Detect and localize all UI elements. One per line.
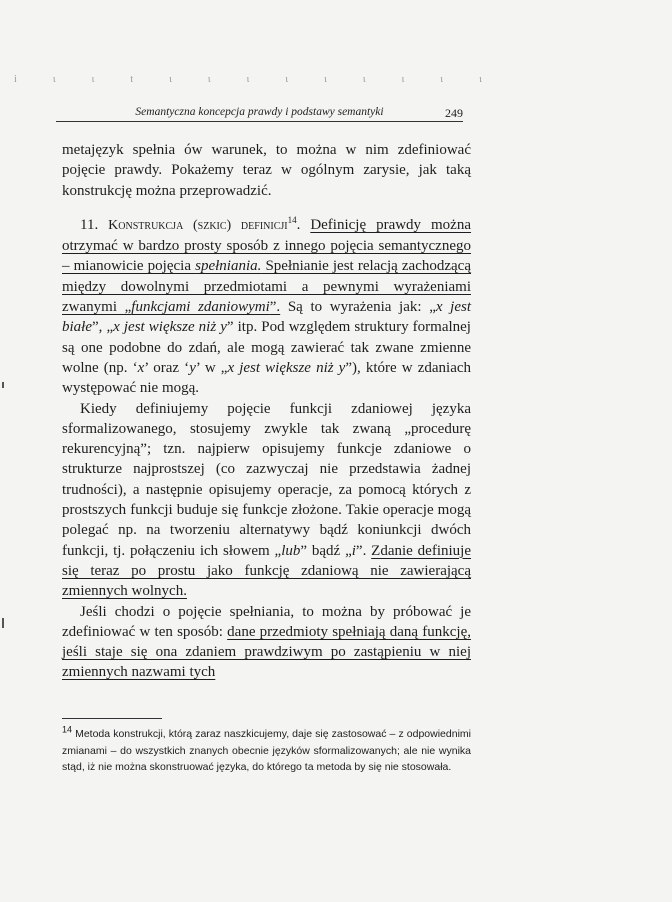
example-expression: x jest białe — [62, 299, 471, 336]
paragraph-4 — [62, 602, 471, 683]
footnote — [62, 726, 471, 776]
text-run: ’ w „ — [195, 359, 228, 376]
margin-mark — [2, 618, 4, 628]
text-run: ”. — [269, 299, 281, 316]
paragraph-2 — [62, 215, 471, 399]
text-run: ”), które w zdaniach występować nie mogą. — [62, 359, 472, 397]
bleed-glyph: ι — [52, 73, 58, 85]
italic-term: i — [351, 542, 356, 559]
text-run: Definicję prawdy można otrzymać w bardzo prosty sposób z innego pojęcia semantycznego – mianowicie pojęcia — [62, 216, 472, 275]
bleed-glyph: ι — [479, 73, 484, 85]
bleed-glyph: ι — [324, 73, 329, 85]
bleed-glyph: ι — [246, 73, 252, 85]
body-text — [62, 140, 471, 683]
example-expression: x jest większe niż y — [227, 359, 346, 376]
text-run: ”. — [355, 542, 372, 559]
footnote-text: Metoda konstrukcji, którą zaraz naszkicujemy, daje się zastosować – z odpowiednimi zmianami – do wszystkich znanych obecnie języków sformalizowanych; ale nie wynika stąd, iż nie można skonstruować języka, do którego ta metoda by się nie stosowała. — [62, 728, 471, 773]
text-run: ’ oraz ‘ — [144, 359, 190, 376]
footnote-rule — [62, 718, 162, 719]
section-number: 11. — [80, 216, 99, 233]
bleed-glyph: ι — [362, 73, 368, 85]
text-run: Jeśli chodzi o pojęcie spełniania, to można by próbować je zdefiniować w ten sposób: — [62, 603, 471, 640]
text-run: Są to wyrażenia jak: „ — [280, 299, 436, 316]
section-title: Konstrukcja (szkic) definicji — [108, 217, 288, 233]
margin-mark — [2, 382, 4, 388]
text-run: ” bądź „ — [300, 542, 352, 559]
bleed-glyph: ι — [169, 73, 174, 85]
example-expression: x jest większe niż y — [113, 319, 227, 336]
text-run: . — [296, 216, 311, 233]
text-run: ” itp. Pod względem struktury formalnej są one podobne do zdań, ale mogą zawierać tak zwane zmienne wolne (np. ‘ — [62, 319, 471, 376]
bleed-glyph: ι — [440, 73, 446, 85]
italic-term: lub — [281, 542, 301, 559]
variable: x — [137, 359, 145, 376]
underlined-passage: Zdanie definiuje się teraz po prostu jako funkcję zdaniową nie zawierającą zmiennych wolnych. — [62, 542, 471, 600]
paragraph-3 — [62, 399, 471, 602]
bleed-glyph: ι — [207, 73, 213, 85]
italic-term: funkcjami zdaniowymi — [131, 299, 270, 316]
footnote-ref: 14 — [287, 214, 297, 225]
text-run: Spełnianie jest relacją zachodzącą między dowolnymi przedmiotami a pewnymi wyrażeniami zwanymi „ — [62, 258, 471, 316]
bleed-glyph: ι — [401, 73, 407, 85]
bleed-glyph: i — [14, 73, 19, 85]
running-head-title: Semantyczna koncepcja prawdy i podstawy semantyki — [135, 106, 384, 118]
bleed-glyph: ι — [285, 73, 291, 85]
page-number: 249 — [445, 106, 463, 120]
bleed-through-marks — [14, 72, 484, 86]
bleed-glyph: t — [130, 73, 136, 85]
bleed-glyph: ι — [91, 73, 97, 85]
text-run: ”, „ — [92, 319, 114, 336]
running-head — [56, 106, 463, 122]
variable: y — [189, 359, 196, 376]
italic-term: spełniania. — [195, 258, 262, 275]
paragraph-1: metajęzyk spełnia ów warunek, to można w nim zdefiniować pojęcie prawdy. Pokażemy teraz w ogólnym zarysie, jak taką konstrukcję można przeprowadzić. — [62, 142, 471, 199]
text-run: Kiedy definiujemy pojęcie funkcji zdaniowej języka sformalizowanego, stosujemy zwykle tak zwaną „procedurę rekurencyjną”; tzn. najpierw opisujemy funkcje zdaniowe o strukturze najprostszej (co zazwyczaj nie przedstawia żadnej trudności), a następnie opisujemy operacje, za pomocą których z prostszych funkcji buduje się funkcje złożone. Takie operacje mogą polegać np. na tworzeniu alternatywy bądź koniunkcji dwóch funkcji, tj. połączeniu ich słowem „ — [62, 400, 471, 559]
footnote-number: 14 — [62, 724, 73, 735]
underlined-passage: dane przedmioty spełniają daną funkcję, jeśli staje się ona zdaniem prawdziwym po zastąpieniu w niej zmiennych nazwami tych — [62, 623, 471, 681]
